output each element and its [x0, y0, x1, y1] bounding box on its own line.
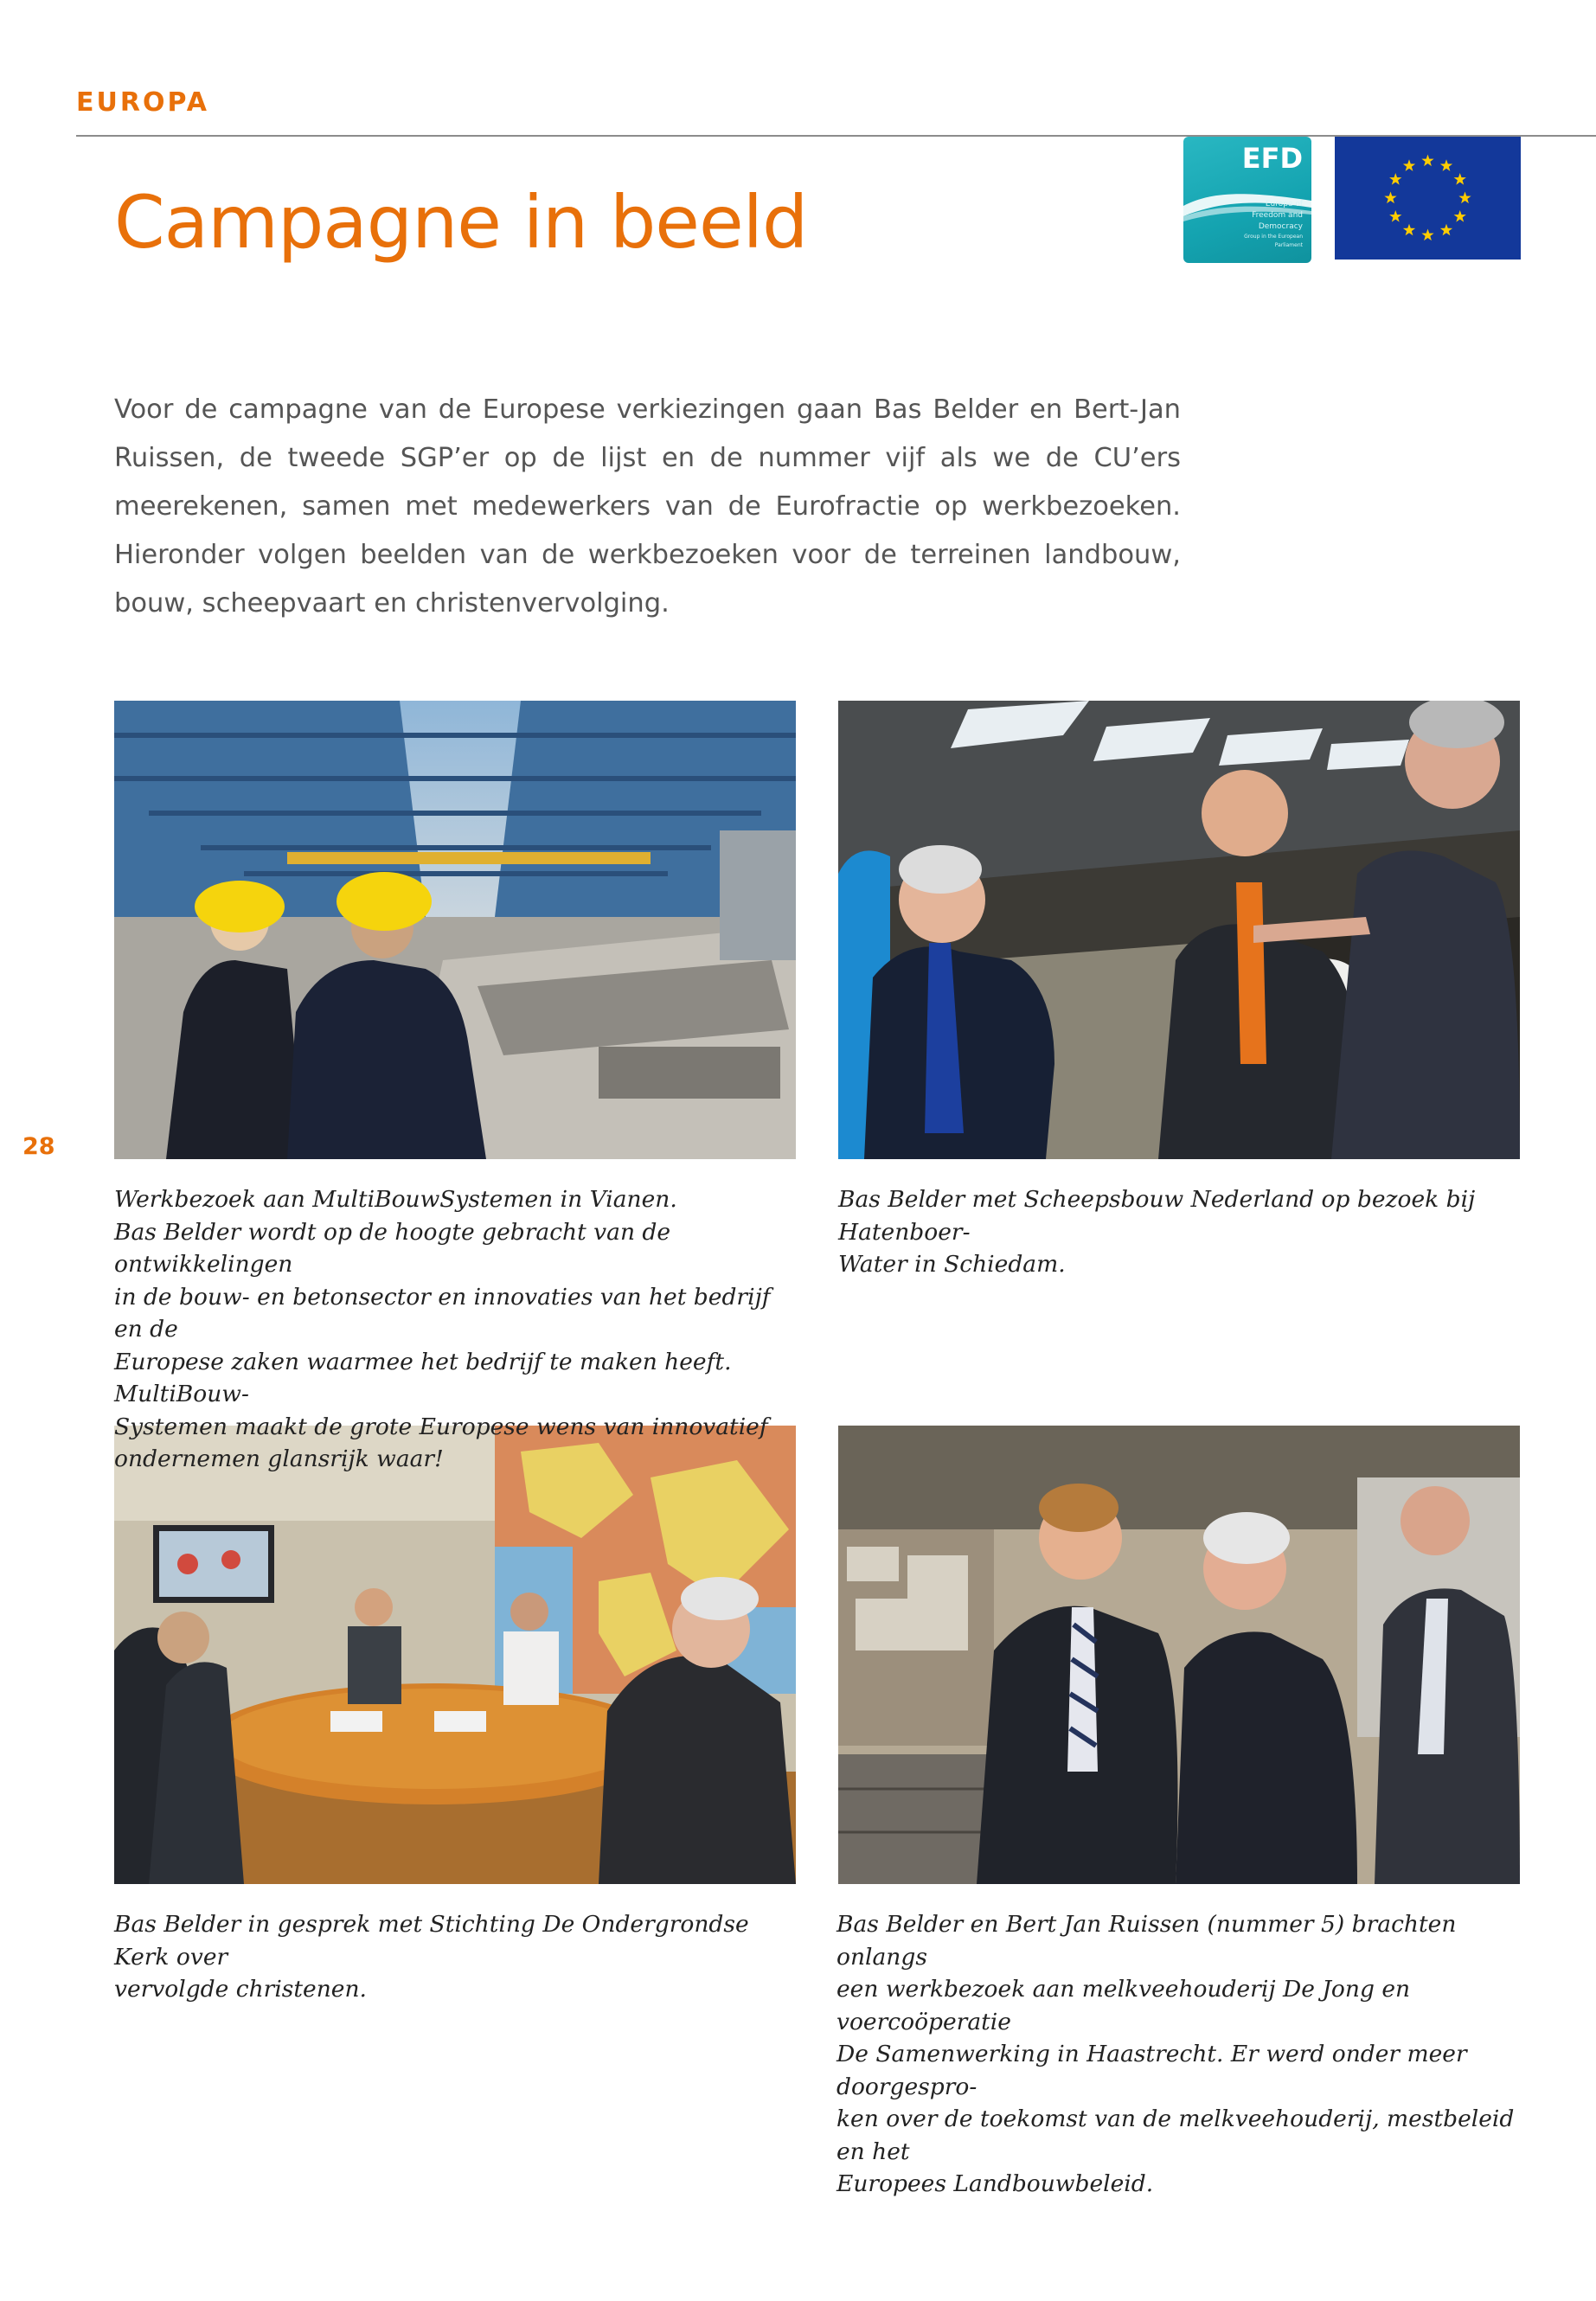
photo-melkveehouderij	[838, 1426, 1520, 1884]
caption-hatenboer	[838, 1183, 1522, 1281]
eu-stars-icon	[1335, 137, 1521, 260]
eu-star-icon	[1421, 155, 1433, 167]
photo-hatenboer	[838, 701, 1520, 1159]
caption-line: Systemen maakt de grote Europese wens van innovatief	[114, 1413, 768, 1440]
caption-line: Bas Belder met Scheepsbouw Nederland op bezoek bij Hatenboer-	[838, 1186, 1476, 1246]
eu-star-icon	[1389, 210, 1401, 222]
efd-logo-text: EFD	[1241, 142, 1303, 175]
caption-multibouwsystemen	[114, 1183, 798, 1476]
eu-star-icon	[1440, 159, 1452, 171]
eu-flag	[1335, 137, 1521, 260]
efd-logo	[1183, 137, 1311, 263]
caption-line: vervolgde christenen.	[114, 1976, 367, 2003]
caption-line: De Samenwerking in Haastrecht. Er werd onder meer doorgespro-	[836, 2041, 1467, 2100]
efd-sub-line: Europe of	[1265, 200, 1303, 208]
meeting-photo	[114, 1426, 796, 1884]
page-title: Campagne in beeld	[114, 180, 808, 265]
efd-sub-line: Freedom and	[1252, 211, 1303, 220]
efd-logo-subtitle	[1228, 199, 1303, 250]
eu-star-icon	[1454, 173, 1466, 185]
caption-line: Water in Schiedam.	[838, 1251, 1066, 1278]
eu-star-icon	[1384, 192, 1396, 204]
workshop-visit-photo	[838, 1426, 1520, 1884]
photo-multibouwsystemen	[114, 701, 796, 1159]
eu-star-icon	[1454, 210, 1466, 222]
page-number: 28	[22, 1133, 55, 1160]
caption-melkveehouderij	[836, 1908, 1520, 2201]
caption-ondergrondse-kerk	[114, 1908, 798, 2006]
efd-sub-line: Democracy	[1258, 222, 1303, 231]
caption-line: Bas Belder wordt op de hoogte gebracht van de ontwikkelingen	[114, 1218, 671, 1278]
caption-line: ken over de toekomst van de melkveehouderij, mestbeleid en het	[836, 2106, 1515, 2165]
caption-line: een werkbezoek aan melkveehouderij De Jong en voercoöperatie	[836, 1976, 1411, 2035]
caption-line: Bas Belder in gesprek met Stichting De Ondergrondse Kerk over	[114, 1911, 749, 1971]
eu-star-icon	[1458, 192, 1471, 204]
section-label: EUROPA	[76, 87, 209, 118]
eu-star-icon	[1421, 229, 1433, 241]
caption-line: Bas Belder en Bert Jan Ruissen (nummer 5) brachten onlangs	[836, 1911, 1457, 1971]
eu-star-icon	[1389, 173, 1401, 185]
eu-star-icon	[1440, 224, 1452, 236]
caption-line: Werkbezoek aan MultiBouwSystemen in Vianen.	[114, 1186, 677, 1213]
efd-sub-line: Group in the European Parliament	[1244, 234, 1303, 248]
caption-line: ondernemen glansrijk waar!	[114, 1445, 444, 1472]
caption-line: Europees Landbouwbeleid.	[836, 2170, 1154, 2197]
factory-visit-photo	[114, 701, 796, 1159]
caption-line: in de bouw- en betonsector en innovaties van het bedrijf en de	[114, 1283, 771, 1343]
caption-line: Europese zaken waarmee het bedrijf te maken heeft. MultiBouw-	[114, 1348, 732, 1407]
eu-star-icon	[1403, 224, 1415, 236]
photo-ondergrondse-kerk	[114, 1426, 796, 1884]
intro-paragraph: Voor de campagne van de Europese verkiezingen gaan Bas Belder en Bert-Jan Ruissen, de tweede SGP’er op de lijst en de nummer vijf als we de CU’ers meerekenen, samen met medewerkers van de Eurofractie op werkbezoeken. Hieronder volgen beelden van de werkbezoeken voor de terreinen landbouw, bouw, scheepvaart en christenvervolging.	[114, 394, 1181, 619]
eu-star-icon	[1403, 159, 1415, 171]
stable-visit-photo	[838, 701, 1520, 1159]
